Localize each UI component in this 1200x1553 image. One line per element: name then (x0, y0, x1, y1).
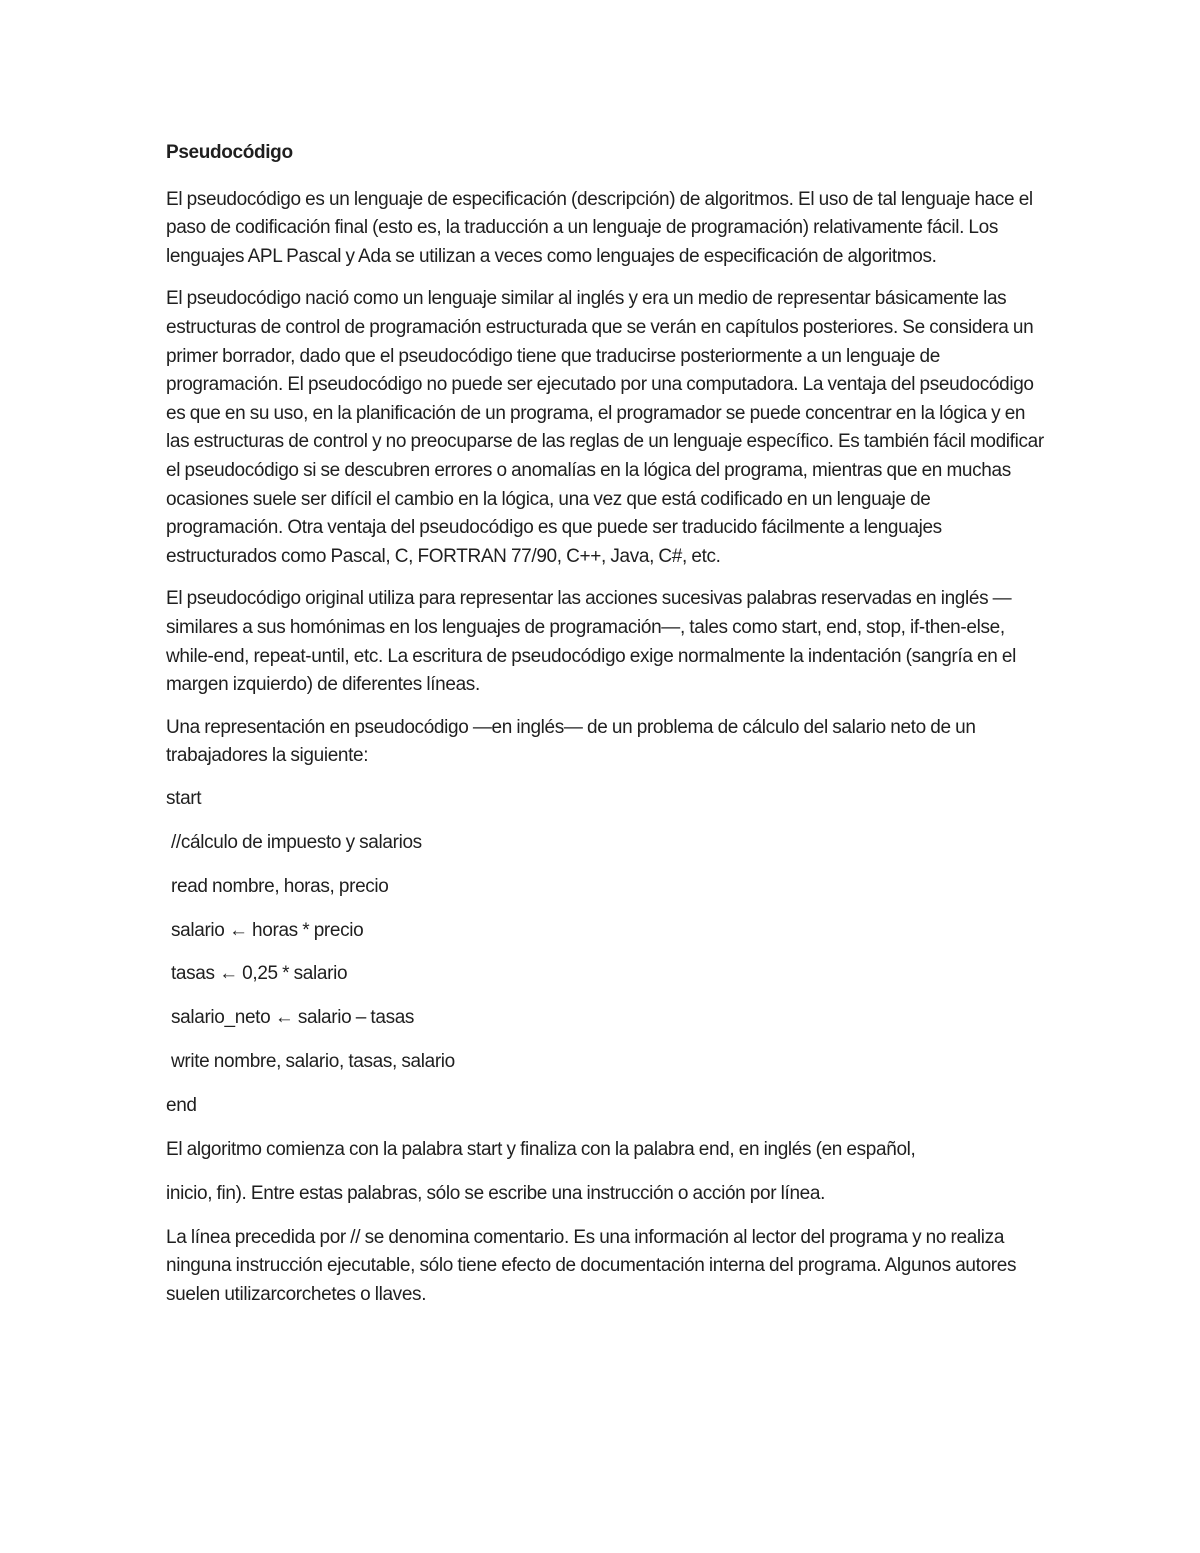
code-line-end: end (166, 1095, 197, 1117)
paragraph-comments: La línea precedida por // se denomina comentario. Es una información al lector del programa y no realiza ninguna instrucción ejecutable, sólo tiene efecto de documentación interna del programa. Algunos autores suelen utilizarcorchetes o llaves. (166, 1226, 1017, 1305)
code-line-comment: //cálculo de impuesto y salarios (171, 831, 422, 853)
code-block (166, 785, 1046, 1121)
code-line-salario-neto: salario_neto ← salario – tasas (171, 1007, 415, 1029)
paragraph-definition: El pseudocódigo es un lenguaje de especificación (descripción) de algoritmos. El uso de tal lenguaje hace el paso de codificación final (esto es, la traducción a un lenguaje de programación) relativamente fácil. Los lenguajes APL Pascal y Ada se utilizan a veces como lenguajes de especificación de algoritmos. (166, 188, 1033, 267)
code-line-salario: salario ← horas * precio (171, 919, 364, 941)
code-line-write: write nombre, salario, tasas, salario (171, 1051, 455, 1073)
paragraph-start-end-line-2: inicio, fin). Entre estas palabras, sólo se escribe una instrucción o acción por línea. (166, 1182, 826, 1204)
paragraph-reserved-words: El pseudocódigo original utiliza para representar las acciones sucesivas palabras reservadas en inglés —similares a sus homónimas en los lenguajes de programación—, tales como start, end, stop, if-then-else, while-end, repeat-until, etc. La escritura de pseudocódigo exige normalmente la indentación (sangría en el margen izquierdo) de diferentes líneas. (166, 588, 1016, 696)
paragraph-example-intro: Una representación en pseudocódigo —en inglés— de un problema de cálculo del salario neto de un trabajadores la siguiente: (166, 716, 976, 767)
code-line-start: start (166, 787, 202, 809)
paragraph-start-end-line-1: El algoritmo comienza con la palabra start y finaliza con la palabra end, en inglés (en español, (166, 1139, 916, 1160)
document-page (166, 139, 1046, 1324)
code-line-tasas: tasas ← 0,25 * salario (171, 963, 348, 985)
code-line-read: read nombre, horas, precio (171, 875, 389, 897)
paragraph-origin: El pseudocódigo nació como un lenguaje similar al inglés y era un medio de representar básicamente las estructuras de control de programación estructurada que se verán en capítulos posteriores. Se considera un primer borrador, dado que el pseudocódigo tiene que traducirse posteriormente a un lenguaje de programación. El pseudocódigo no puede ser ejecutado por una computadora. La ventaja del pseudocódigo es que en su uso, en la planificación de un programa, el programador se puede concentrar en la lógica y en las estructuras de control y no preocuparse de las reglas de un lenguaje específico. Es también fácil modificar el pseudocódigo si se descubren errores o anomalías en la lógica del programa, mientras que en muchas ocasiones suele ser difícil el cambio en la lógica, una vez que está codificado en un lenguaje de programación. Otra ventaja del pseudocódigo es que puede ser traducido fácilmente a lenguajes estructurados como Pascal, C, FORTRAN 77/90, C++, Java, C#, etc. (166, 288, 1044, 567)
document-title: Pseudocódigo (166, 142, 293, 163)
